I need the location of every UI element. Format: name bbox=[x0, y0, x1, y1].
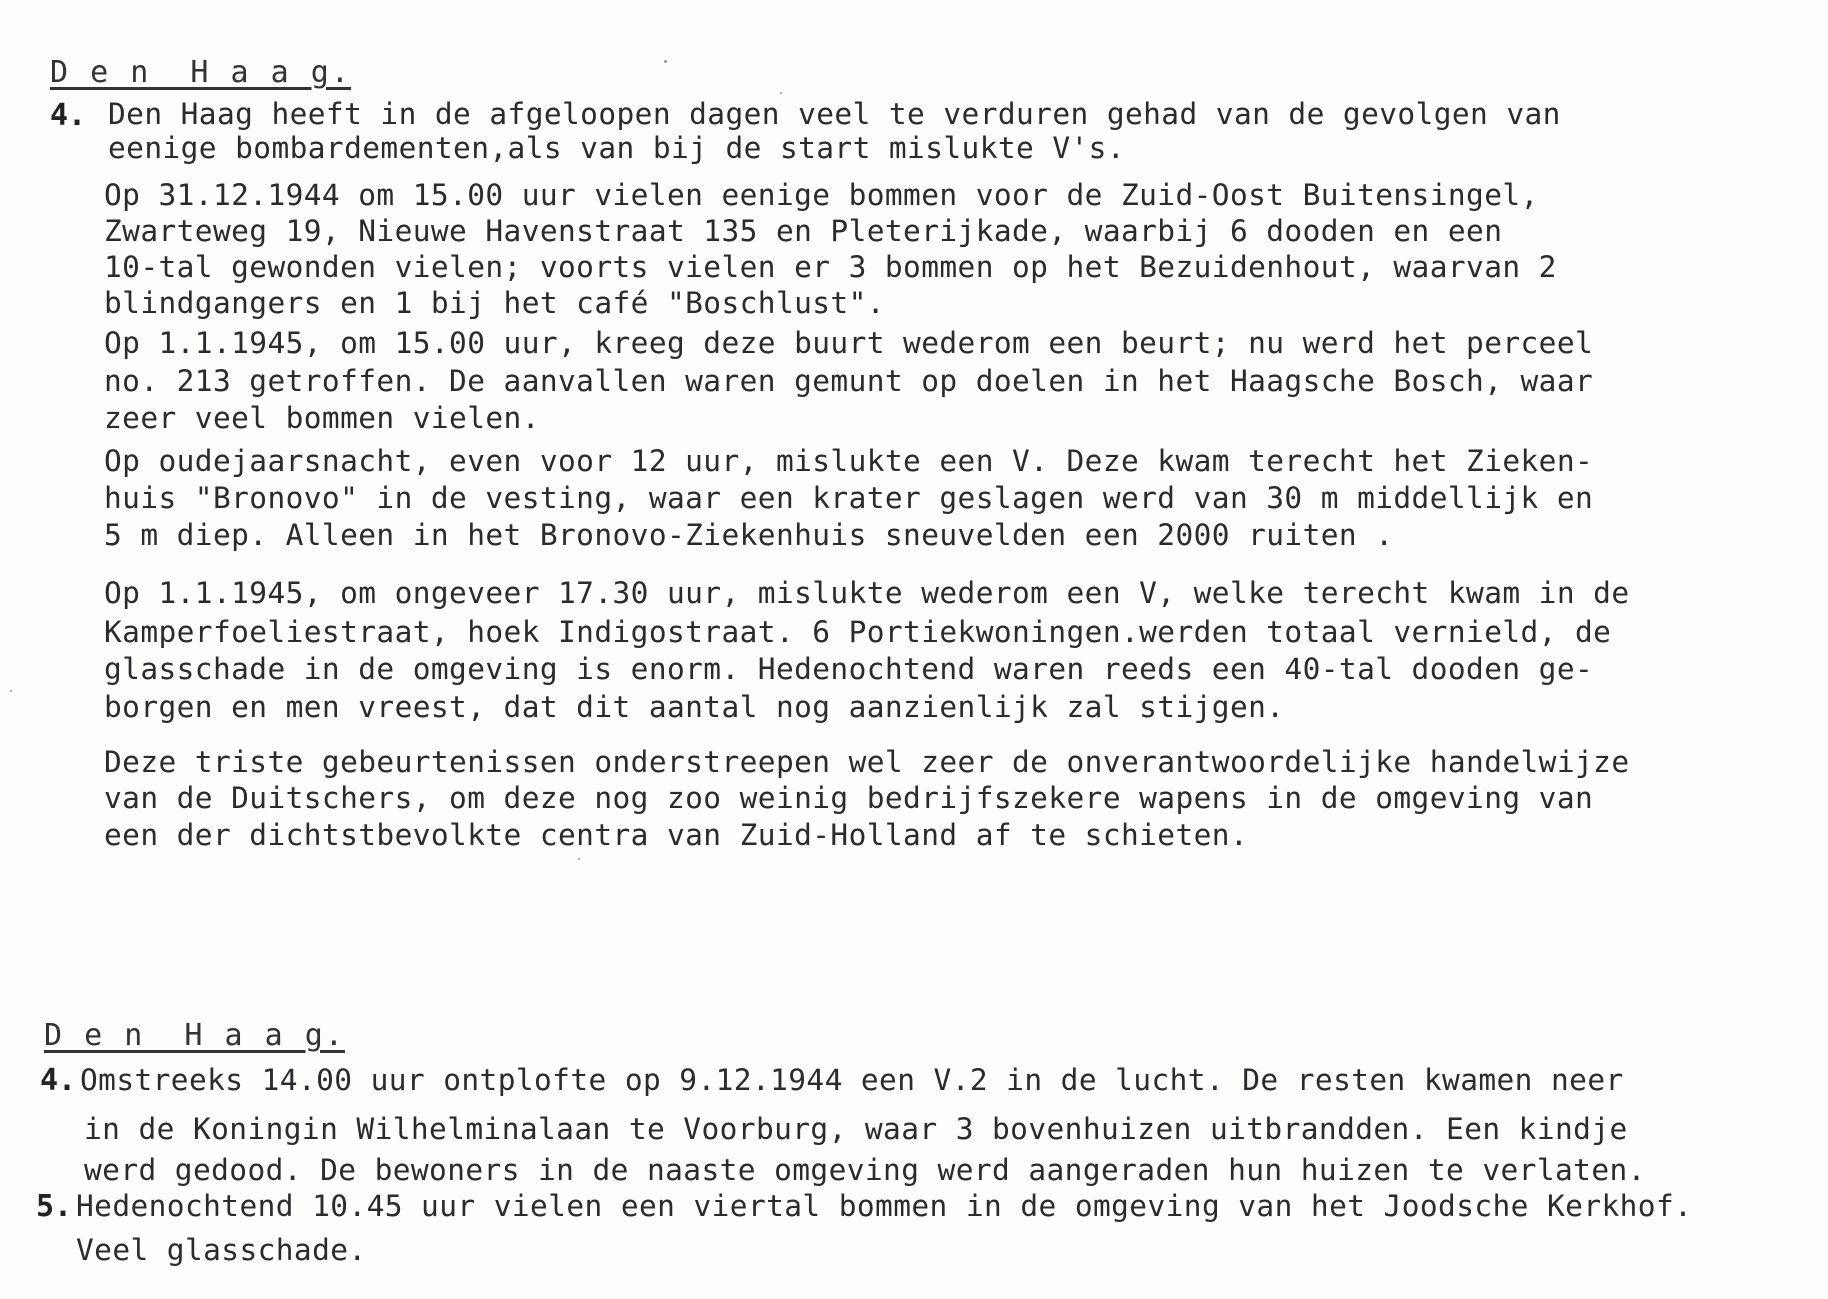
section1-closing-line-2: van de Duitschers, om deze nog zoo weinig bedrijfszekere wapens in de omgeving van bbox=[104, 781, 1594, 815]
section1-line-15: glasschade in de omgeving is enorm. Hedenochtend waren reeds een 40-tal dooden ge- bbox=[104, 652, 1594, 686]
section2-heading: D_e_n_ H_a_a_g. bbox=[44, 1018, 345, 1053]
section1-line-11: huis "Bronovo" in de vesting, waar een krater geslagen werd van 30 m middellijk en bbox=[104, 481, 1594, 515]
section2-item5-line-2: Veel glasschade. bbox=[76, 1233, 367, 1267]
section1-line-13: Op 1.1.1945, om ongeveer 17.30 uur, mislukte wederom een V, welke terecht kwam in de bbox=[104, 576, 1630, 610]
section1-line-8: no. 213 getroffen. De aanvallen waren gemunt op doelen in het Haagsche Bosch, waar bbox=[104, 364, 1594, 398]
section1-line-10: Op oudejaarsnacht, even voor 12 uur, mislukte een V. Deze kwam terecht het Zieken- bbox=[104, 444, 1594, 478]
paper-speck bbox=[780, 92, 782, 94]
section1-closing-line-3: een der dichtstbevolkte centra van Zuid-Holland af te schieten. bbox=[104, 818, 1249, 852]
section2-item4-line-1: Omstreeks 14.00 uur ontplofte op 9.12.1944 een V.2 in de lucht. De resten kwamen neer bbox=[80, 1063, 1624, 1097]
section1-line-16: borgen en men vreest, dat dit aantal nog aanzienlijk zal stijgen. bbox=[104, 690, 1285, 724]
section2-item5-number: 5. bbox=[36, 1189, 73, 1224]
section1-line-1: Den Haag heeft in de afgeloopen dagen veel te verduren gehad van de gevolgen van bbox=[108, 97, 1561, 131]
section1-line-7: Op 1.1.1945, om 15.00 uur, kreeg deze buurt wederom een beurt; nu werd het perceel bbox=[104, 326, 1594, 360]
paper-speck bbox=[664, 60, 667, 63]
section2-item4-number: 4. bbox=[40, 1063, 77, 1098]
section1-line-4: Zwarteweg 19, Nieuwe Havenstraat 135 en Pleterijkade, waarbij 6 dooden en een bbox=[104, 214, 1503, 248]
section1-line-3: Op 31.12.1944 om 15.00 uur vielen eenige bommen voor de Zuid-Oost Buitensingel, bbox=[104, 178, 1539, 212]
section1-line-12: 5 m diep. Alleen in het Bronovo-Ziekenhuis sneuvelden een 2000 ruiten . bbox=[104, 518, 1394, 552]
section2-item4-line-2: in de Koningin Wilhelminalaan te Voorburg, waar 3 bovenhuizen uitbrandden. Een kindje bbox=[84, 1112, 1628, 1146]
section1-heading: D_e_n_ H_a_a_g. bbox=[50, 55, 351, 90]
section1-line-14: Kamperfoeliestraat, hoek Indigostraat. 6 Portiekwoningen.werden totaal vernield, de bbox=[104, 615, 1612, 649]
section2-item5-line-1: Hedenochtend 10.45 uur vielen een viertal bommen in de omgeving van het Joodsche Kerkhof. bbox=[76, 1189, 1693, 1223]
section1-closing-line-1: Deze triste gebeurtenissen onderstreepen wel zeer de onverantwoordelijke handelwijze bbox=[104, 745, 1630, 779]
section1-line-5: 10-tal gewonden vielen; voorts vielen er 3 bommen op het Bezuidenhout, waarvan 2 bbox=[104, 250, 1557, 284]
section2-item4-line-3: werd gedood. De bewoners in de naaste omgeving werd aangeraden hun huizen te verlaten. bbox=[84, 1153, 1646, 1187]
section1-line-9: zeer veel bommen vielen. bbox=[104, 401, 540, 435]
section1-line-2: eenige bombardementen,als van bij de start mislukte V's. bbox=[108, 131, 1125, 165]
paper-speck bbox=[578, 858, 580, 860]
section1-item-number: 4. bbox=[50, 98, 87, 133]
paper-speck bbox=[10, 690, 12, 692]
section1-line-6: blindgangers en 1 bij het café "Boschlust". bbox=[104, 286, 885, 320]
